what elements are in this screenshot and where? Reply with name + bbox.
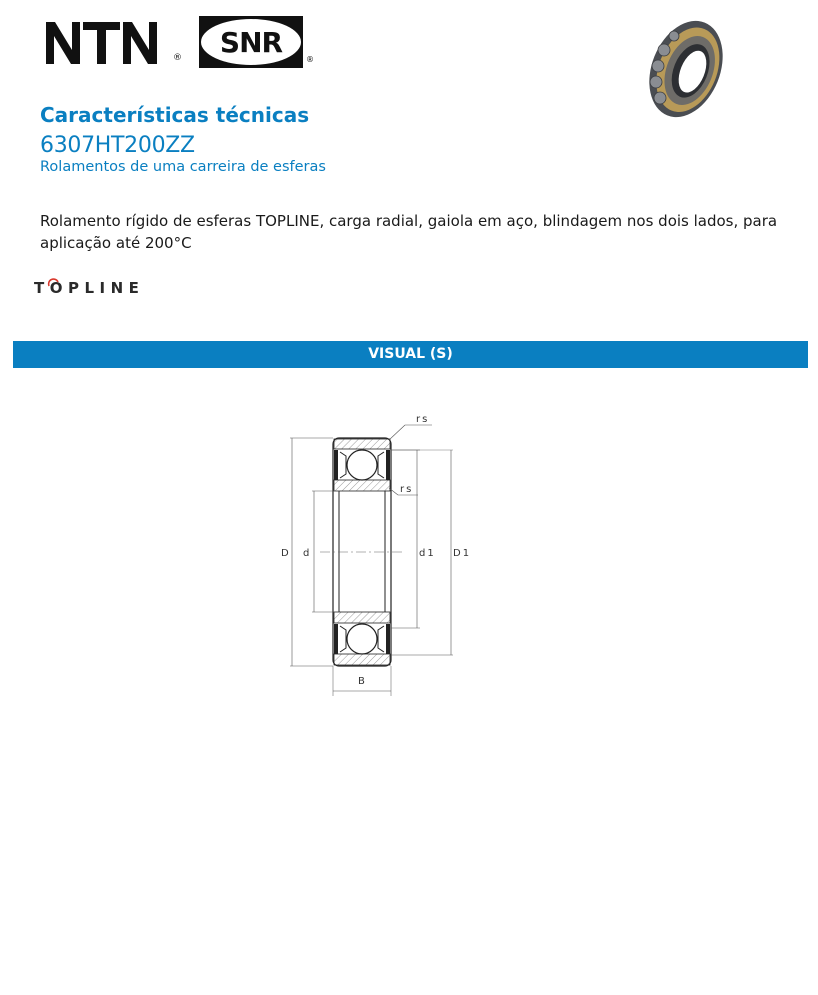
product-reference: 6307HT200ZZ [40,133,195,158]
product-family: Rolamentos de uma carreira de esferas [40,159,326,175]
product-description: Rolamento rígido de esferas TOPLINE, carga radial, gaiola em aço, blindagem nos dois lados, para aplicação até 200°C [40,212,778,252]
topline-logo-text: TOPLINE [34,279,145,297]
label-B: B [358,676,367,687]
snr-logo [198,15,318,69]
bearing-illustration [638,14,734,124]
label-d: d [303,548,312,559]
snr-registered-mark: ® [306,55,314,64]
label-D: D [281,548,291,559]
label-D1: D1 [453,548,472,559]
section-header-visual: VISUAL (S) [13,341,808,368]
topline-logo [33,276,145,298]
snr-logo-text: SNR [219,26,283,59]
ntn-logo [45,20,185,66]
ntn-registered-mark: ® [173,53,182,63]
page-title: Características técnicas [40,103,310,127]
label-d1: d1 [419,548,436,559]
label-rs-top: rs [416,414,430,425]
bearing-technical-drawing [270,400,490,710]
label-rs-mid: rs [400,484,414,495]
